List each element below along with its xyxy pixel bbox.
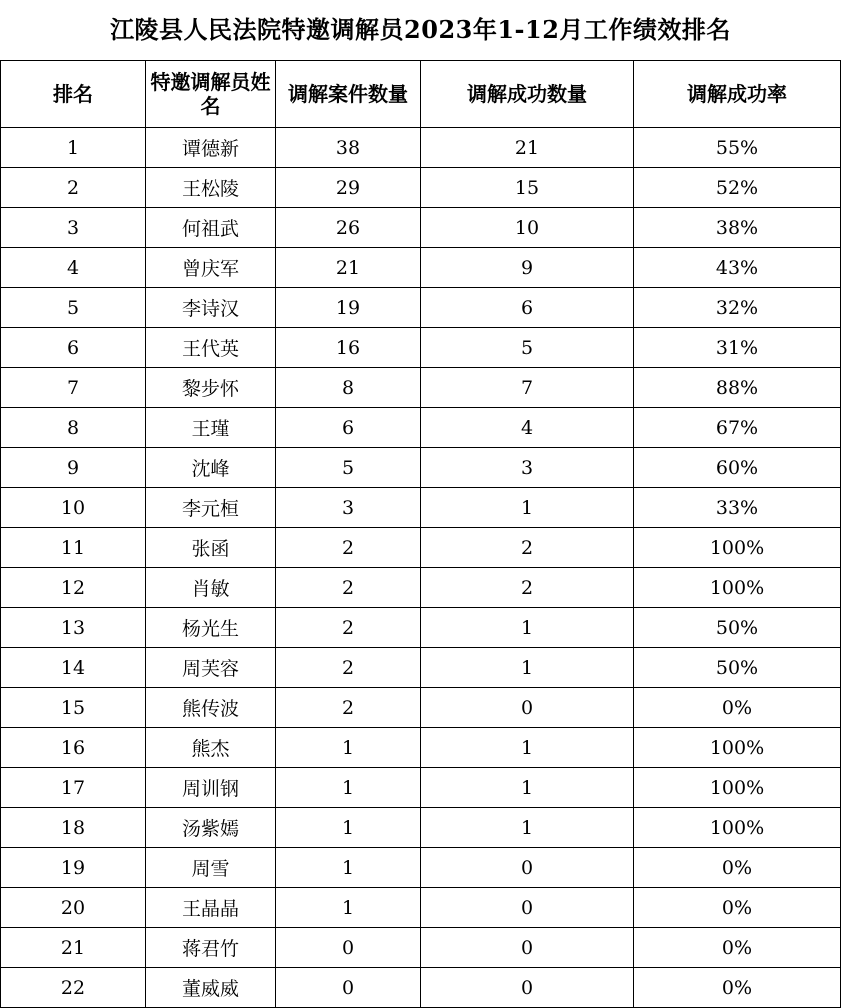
cell-rank: 13 [1,608,146,648]
cell-success-rate: 33% [634,488,841,528]
cell-name: 汤紫嫣 [146,808,276,848]
cell-success-rate: 38% [634,208,841,248]
cell-rank: 20 [1,888,146,928]
header-success-rate: 调解成功率 [634,61,841,128]
cell-success-rate: 100% [634,568,841,608]
cell-case-count: 2 [276,568,421,608]
table-row [1,808,841,848]
cell-success-rate: 0% [634,848,841,888]
cell-success-count: 15 [421,168,634,208]
cell-success-rate: 32% [634,288,841,328]
cell-case-count: 29 [276,168,421,208]
cell-name: 肖敏 [146,568,276,608]
cell-success-rate: 100% [634,528,841,568]
table-row [1,608,841,648]
cell-success-count: 5 [421,328,634,368]
cell-case-count: 19 [276,288,421,328]
cell-name: 董威威 [146,968,276,1008]
cell-rank: 17 [1,768,146,808]
table-body [1,128,841,1008]
cell-success-rate: 55% [634,128,841,168]
cell-success-count: 10 [421,208,634,248]
table-row [1,688,841,728]
cell-case-count: 5 [276,448,421,488]
cell-case-count: 3 [276,488,421,528]
cell-success-count: 0 [421,848,634,888]
cell-case-count: 26 [276,208,421,248]
cell-success-rate: 60% [634,448,841,488]
table-row [1,328,841,368]
cell-success-count: 2 [421,528,634,568]
table-row [1,568,841,608]
cell-case-count: 1 [276,768,421,808]
table-row [1,168,841,208]
table-row [1,288,841,328]
cell-rank: 1 [1,128,146,168]
cell-case-count: 8 [276,368,421,408]
cell-rank: 7 [1,368,146,408]
cell-case-count: 21 [276,248,421,288]
header-mediator-name: 特邀调解员姓名 [146,61,276,128]
table-row [1,648,841,688]
table-row [1,888,841,928]
cell-success-count: 0 [421,928,634,968]
cell-success-count: 0 [421,888,634,928]
cell-rank: 5 [1,288,146,328]
cell-case-count: 2 [276,648,421,688]
cell-name: 杨光生 [146,608,276,648]
cell-name: 熊传波 [146,688,276,728]
cell-name: 曾庆军 [146,248,276,288]
cell-name: 王瑾 [146,408,276,448]
table-row [1,528,841,568]
cell-rank: 19 [1,848,146,888]
cell-success-rate: 0% [634,928,841,968]
cell-name: 李诗汉 [146,288,276,328]
cell-success-rate: 88% [634,368,841,408]
cell-rank: 15 [1,688,146,728]
cell-rank: 3 [1,208,146,248]
cell-rank: 14 [1,648,146,688]
table-row [1,928,841,968]
page-title: 江陵县人民法院特邀调解员2023年1-12月工作绩效排名 [110,15,731,44]
table-row [1,368,841,408]
cell-success-count: 0 [421,968,634,1008]
cell-success-rate: 0% [634,968,841,1008]
cell-success-count: 9 [421,248,634,288]
cell-rank: 11 [1,528,146,568]
cell-rank: 12 [1,568,146,608]
cell-name: 李元桓 [146,488,276,528]
cell-success-count: 1 [421,648,634,688]
cell-name: 周芙容 [146,648,276,688]
table-row [1,728,841,768]
table-row [1,208,841,248]
header-case-count: 调解案件数量 [276,61,421,128]
cell-case-count: 0 [276,928,421,968]
cell-rank: 4 [1,248,146,288]
cell-name: 周雪 [146,848,276,888]
table-row [1,968,841,1008]
cell-success-rate: 100% [634,768,841,808]
cell-success-count: 6 [421,288,634,328]
table-row [1,128,841,168]
cell-case-count: 16 [276,328,421,368]
cell-name: 王松陵 [146,168,276,208]
cell-success-rate: 50% [634,648,841,688]
table-row [1,408,841,448]
cell-name: 沈峰 [146,448,276,488]
cell-rank: 22 [1,968,146,1008]
cell-name: 王晶晶 [146,888,276,928]
table-row [1,448,841,488]
cell-success-rate: 100% [634,808,841,848]
header-rank: 排名 [1,61,146,128]
cell-success-rate: 100% [634,728,841,768]
cell-rank: 9 [1,448,146,488]
cell-case-count: 2 [276,528,421,568]
cell-success-count: 3 [421,448,634,488]
cell-success-count: 1 [421,728,634,768]
cell-success-count: 1 [421,488,634,528]
cell-success-count: 7 [421,368,634,408]
cell-success-count: 2 [421,568,634,608]
cell-name: 谭德新 [146,128,276,168]
cell-success-count: 1 [421,768,634,808]
cell-name: 周训钢 [146,768,276,808]
table-row [1,848,841,888]
cell-case-count: 2 [276,688,421,728]
cell-name: 王代英 [146,328,276,368]
cell-case-count: 38 [276,128,421,168]
header-success-count: 调解成功数量 [421,61,634,128]
cell-case-count: 0 [276,968,421,1008]
cell-rank: 16 [1,728,146,768]
cell-success-count: 0 [421,688,634,728]
cell-rank: 6 [1,328,146,368]
cell-case-count: 1 [276,888,421,928]
cell-success-rate: 43% [634,248,841,288]
ranking-table [0,60,841,1008]
cell-success-count: 21 [421,128,634,168]
cell-success-count: 4 [421,408,634,448]
cell-case-count: 6 [276,408,421,448]
cell-success-count: 1 [421,808,634,848]
cell-name: 何祖武 [146,208,276,248]
cell-case-count: 1 [276,808,421,848]
cell-name: 黎步怀 [146,368,276,408]
cell-rank: 18 [1,808,146,848]
cell-rank: 8 [1,408,146,448]
cell-success-rate: 0% [634,688,841,728]
cell-case-count: 2 [276,608,421,648]
table-row [1,488,841,528]
header-row [1,61,841,128]
table-row [1,248,841,288]
cell-case-count: 1 [276,848,421,888]
cell-rank: 2 [1,168,146,208]
cell-case-count: 1 [276,728,421,768]
cell-name: 张函 [146,528,276,568]
cell-success-rate: 31% [634,328,841,368]
cell-name: 蒋君竹 [146,928,276,968]
cell-success-rate: 52% [634,168,841,208]
cell-success-rate: 0% [634,888,841,928]
cell-success-rate: 50% [634,608,841,648]
cell-success-count: 1 [421,608,634,648]
cell-name: 熊杰 [146,728,276,768]
table-row [1,768,841,808]
cell-rank: 10 [1,488,146,528]
cell-rank: 21 [1,928,146,968]
cell-success-rate: 67% [634,408,841,448]
